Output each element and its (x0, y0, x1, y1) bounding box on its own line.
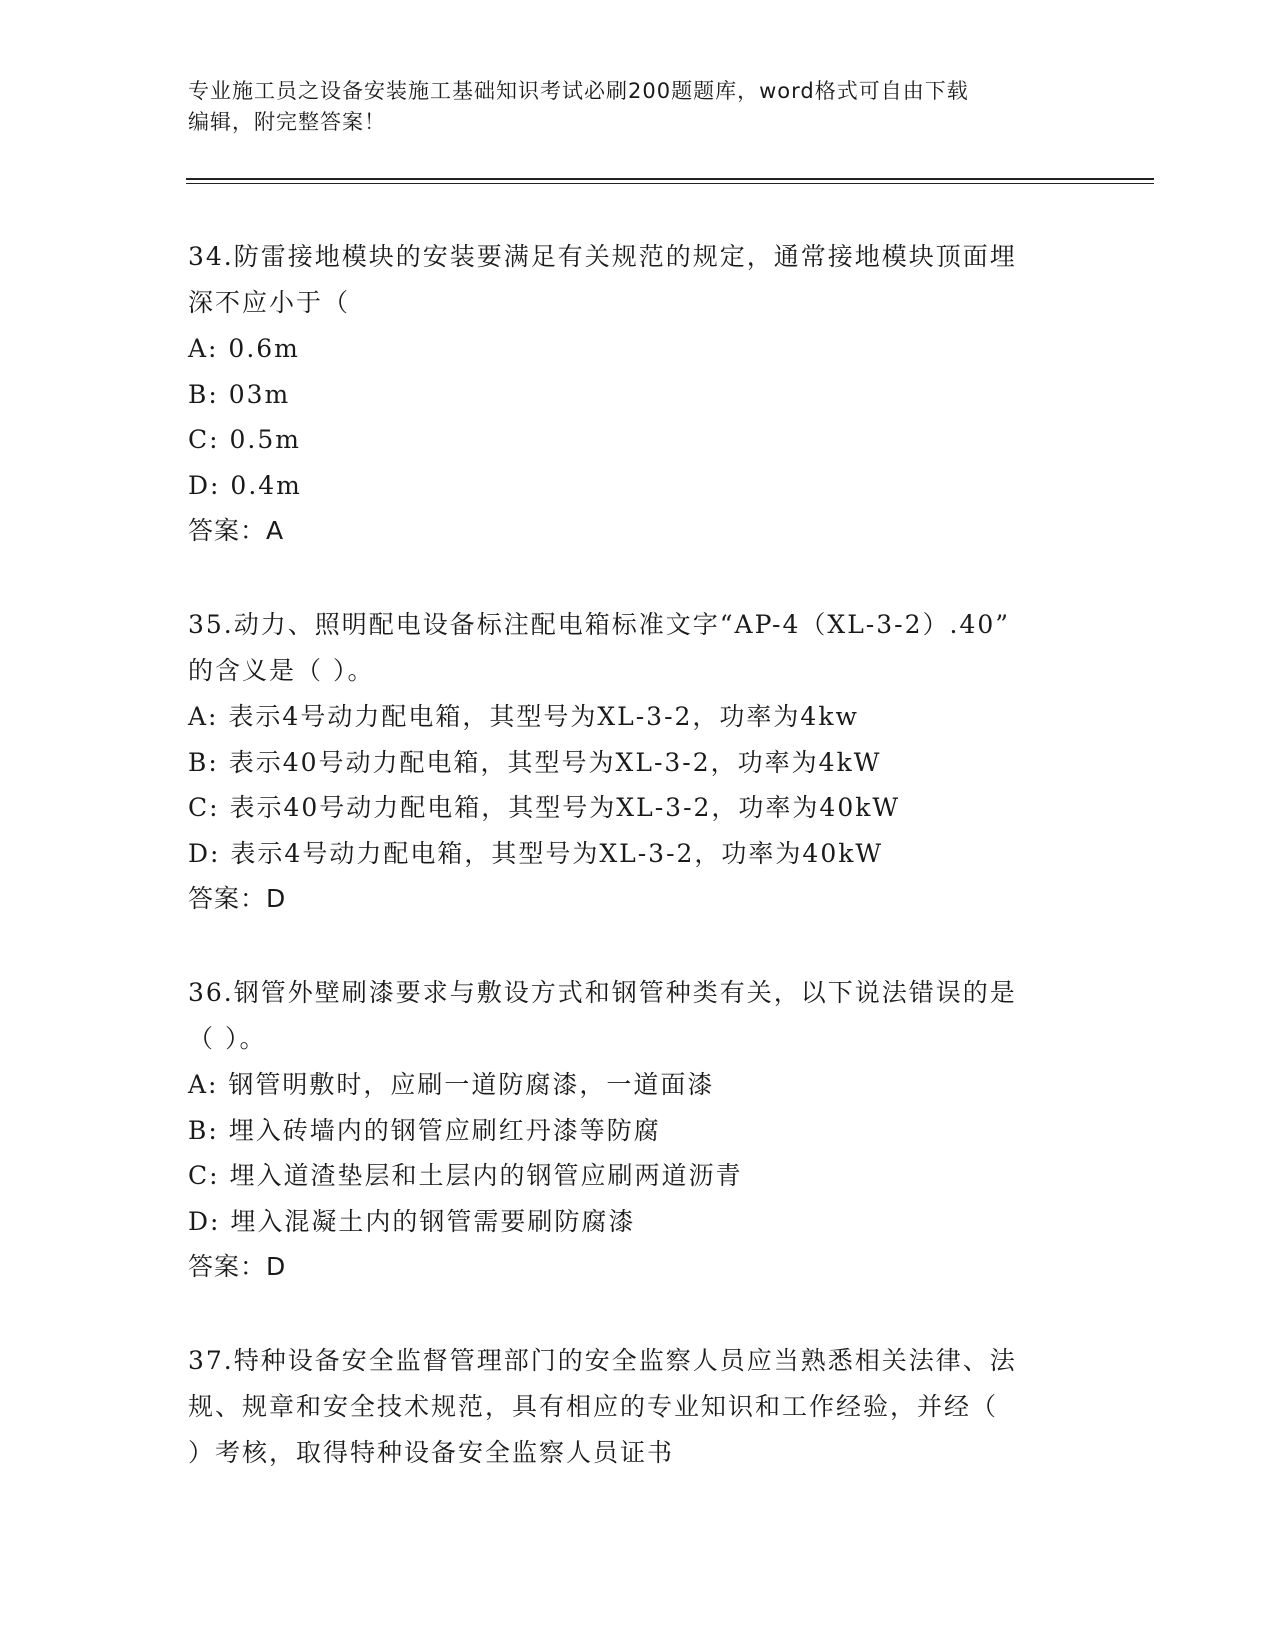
question-stem-line: 35.动力、照明配电设备标注配电箱标准文字“AP-4（XL-3-2）.40” (188, 610, 1011, 639)
answer-text: 答案：D (188, 884, 287, 913)
question-stem-line: ）考核，取得特种设备安全监察人员证书 (188, 1438, 675, 1467)
option-a: A: 0.6m (188, 334, 300, 363)
document-header (188, 76, 1088, 138)
answer-text: 答案：A (188, 516, 285, 545)
question-stem-line: 34.防雷接地模块的安装要满足有关规范的规定，通常接地模块顶面埋 (188, 242, 1017, 271)
question-37 (188, 1338, 1088, 1476)
option-c: C: 埋入道渣垫层和土层内的钢管应刷两道沥青 (188, 1161, 743, 1190)
question-34 (188, 234, 1088, 554)
option-d: D: 埋入混凝土内的钢管需要刷防腐漆 (188, 1206, 636, 1236)
header-divider-thin (186, 183, 1154, 184)
option-a: A: 表示4号动力配电箱，其型号为XL-3-2，功率为4kw (188, 702, 859, 731)
question-stem-line: （ ）。 (188, 1024, 267, 1053)
answer-text: 答案：D (188, 1252, 287, 1281)
option-d: D: 表示4号动力配电箱，其型号为XL-3-2，功率为40kW (188, 838, 884, 868)
option-b: B: 表示40号动力配电箱，其型号为XL-3-2，功率为4kW (188, 747, 882, 777)
option-d: D: 0.4m (188, 470, 302, 500)
question-stem-line: 规、规章和安全技术规范，具有相应的专业知识和工作经验，并经（ (188, 1392, 999, 1421)
header-line-2: 编辑，附完整答案！ (188, 110, 386, 134)
option-c: C: 表示40号动力配电箱，其型号为XL-3-2，功率为40kW (188, 793, 901, 822)
header-divider-thick (186, 178, 1154, 180)
question-36 (188, 970, 1088, 1290)
option-c: C: 0.5m (188, 425, 301, 454)
question-stem-line: 的含义是（ ）。 (188, 656, 375, 685)
question-stem-line: 37.特种设备安全监督管理部门的安全监察人员应当熟悉相关法律、法 (188, 1346, 1017, 1375)
question-35 (188, 602, 1088, 922)
option-b: B: 03m (188, 379, 291, 409)
header-line-1: 专业施工员之设备安装施工基础知识考试必刷200题题库，word格式可自由下载 (188, 79, 969, 103)
question-stem-line: 36.钢管外壁刷漆要求与敷设方式和钢管种类有关，以下说法错误的是 (188, 978, 1017, 1007)
option-b: B: 埋入砖墙内的钢管应刷红丹漆等防腐 (188, 1115, 661, 1145)
question-list (188, 234, 1088, 1524)
option-a: A: 钢管明敷时，应刷一道防腐漆，一道面漆 (188, 1070, 715, 1099)
question-stem-line: 深不应小于（ (188, 288, 351, 317)
